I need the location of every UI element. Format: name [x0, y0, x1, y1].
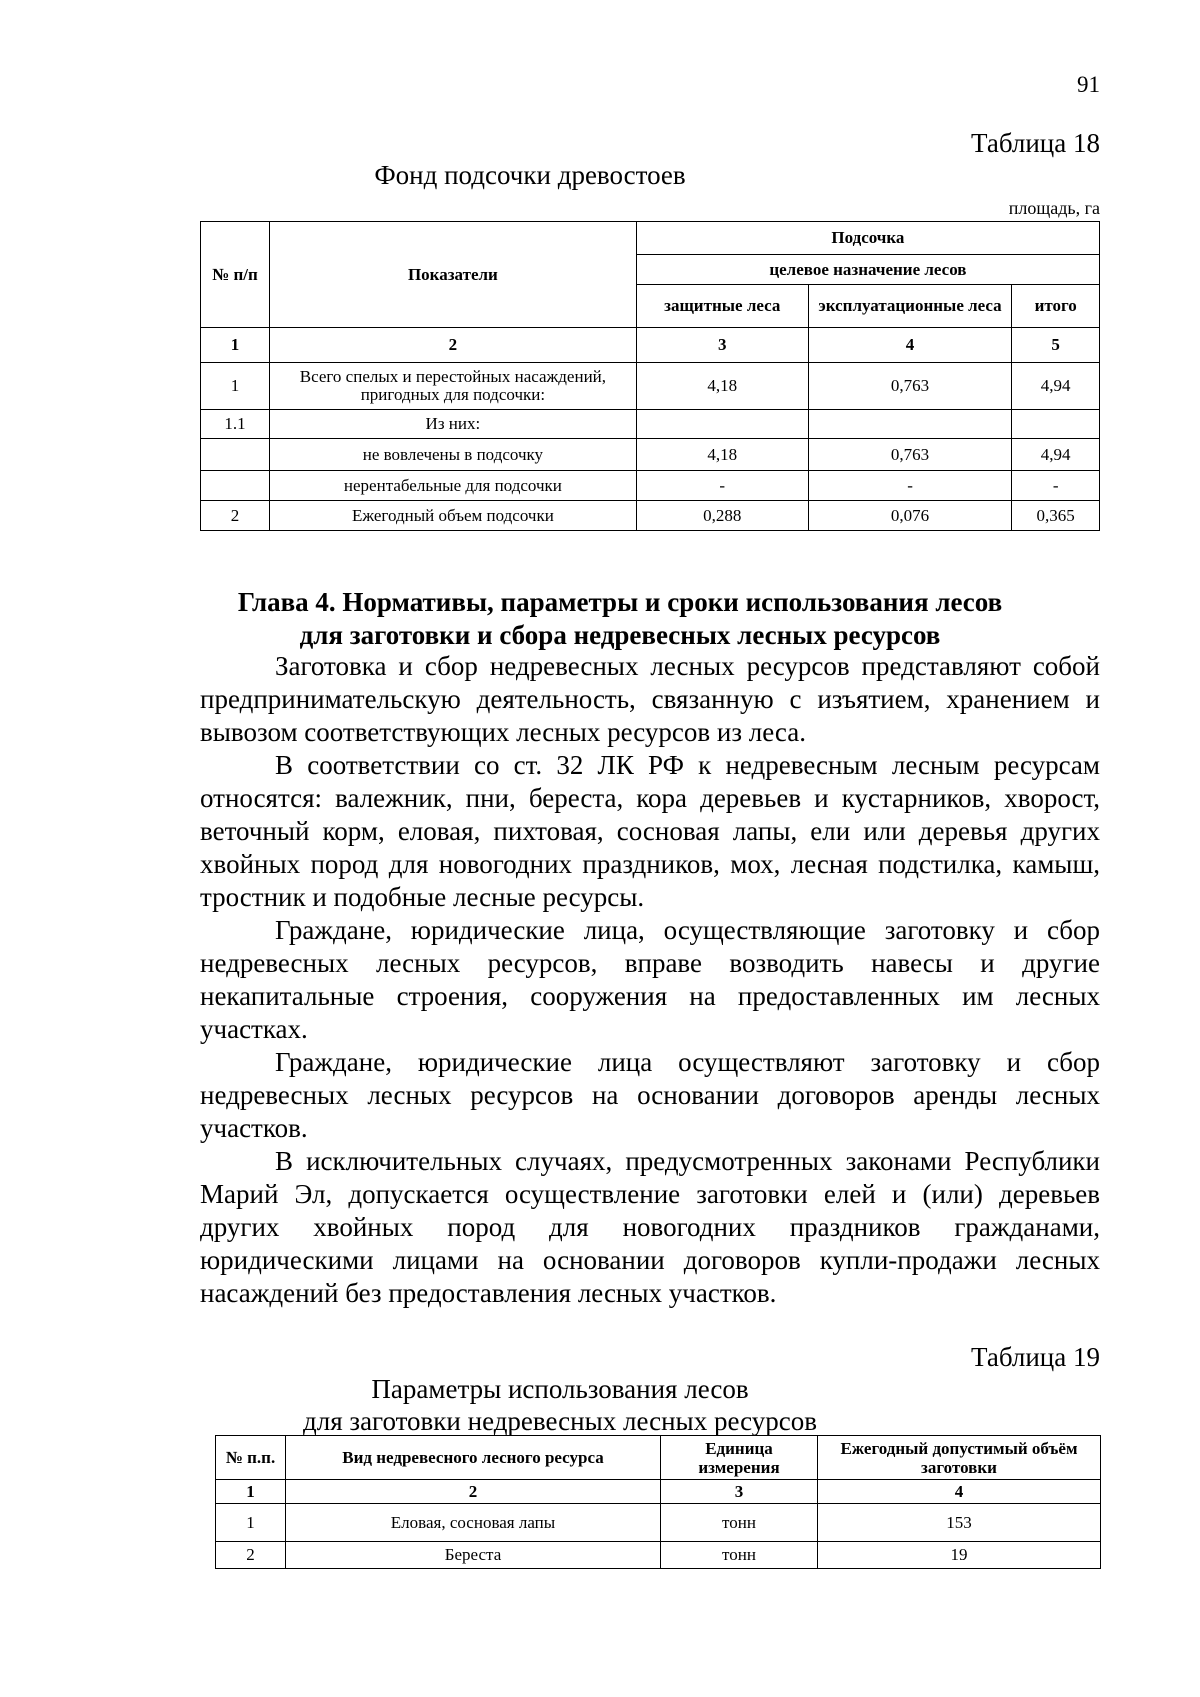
row-name: Ежегодный объем подсочки	[269, 501, 636, 531]
paragraph: В соответствии со ст. 32 ЛК РФ к недревесным лесным ресурсам относятся: валежник, пни, береста, кора деревьев и кустарников, хворост, веточный корм, еловая, пихтовая, сосновая лапы, ели или деревья других хвойных пород для новогодних праздников, мох, лесная подстилка, камыш, тростник и подобные лесные ресурсы.	[200, 750, 1100, 912]
col-number: 3	[661, 1480, 818, 1504]
table-row	[201, 410, 1100, 439]
page-number: 91	[1077, 72, 1100, 97]
row-num	[201, 439, 270, 471]
row-name: нерентабельные для подсочки	[269, 471, 636, 501]
table-19-title-line: для заготовки недревесных лесных ресурсов	[303, 1406, 817, 1436]
header-subgroup: целевое назначение лесов	[636, 255, 1099, 285]
row-exploitation: 0,763	[808, 439, 1012, 471]
row-num	[201, 471, 270, 501]
col-number: 2	[269, 328, 636, 363]
header-resource: Вид недревесного лесного ресурса	[286, 1436, 661, 1480]
header-volume: Ежегодный допустимый объём заготовки	[818, 1436, 1101, 1480]
row-total: 4,94	[1012, 363, 1100, 410]
row-total: 0,365	[1012, 501, 1100, 531]
header-unit: Единица измерения	[661, 1436, 818, 1480]
header-indicators: Показатели	[269, 222, 636, 328]
row-num: 1.1	[201, 410, 270, 439]
table-row	[201, 363, 1100, 410]
row-name: Всего спелых и перестойных насаждений, пригодных для подсочки:	[269, 363, 636, 410]
col-number: 2	[286, 1480, 661, 1504]
column-number-row	[201, 328, 1100, 363]
paragraph: Граждане, юридические лица, осуществляющие заготовку и сбор недревесных лесных ресурсов, вправе возводить навесы и другие некапитальные строения, сооружения на предоставленных им лесных участках.	[200, 915, 1100, 1044]
col-number: 5	[1012, 328, 1100, 363]
header-protective: защитные леса	[636, 285, 808, 328]
row-num: 2	[216, 1542, 286, 1569]
paragraph: Граждане, юридические лица осуществляют заготовку и сбор недревесных лесных ресурсов на основании договоров аренды лесных участков.	[200, 1047, 1100, 1143]
row-total	[1012, 410, 1100, 439]
row-unit: тонн	[661, 1542, 818, 1569]
header-num: № п/п	[201, 222, 270, 328]
row-exploitation	[808, 410, 1012, 439]
row-name: Из них:	[269, 410, 636, 439]
table-row	[201, 471, 1100, 501]
row-exploitation: 0,076	[808, 501, 1012, 531]
paragraph: Заготовка и сбор недревесных лесных ресурсов представляют собой предпринимательскую деятельность, связанную с изъятием, хранением и вывозом соответствующих лесных ресурсов из леса.	[200, 651, 1100, 747]
col-number: 4	[818, 1480, 1101, 1504]
row-protective: 4,18	[636, 439, 808, 471]
table-19-title	[200, 1373, 1100, 1437]
row-exploitation: 0,763	[808, 363, 1012, 410]
header-exploitation: эксплуатационные леса	[808, 285, 1012, 328]
row-num: 1	[201, 363, 270, 410]
row-exploitation: -	[808, 471, 1012, 501]
row-num: 2	[201, 501, 270, 531]
chapter-title	[200, 586, 1100, 652]
table-row	[216, 1504, 1101, 1542]
header-total: итого	[1012, 285, 1100, 328]
row-protective: 0,288	[636, 501, 808, 531]
table-18-label: Таблица 18	[971, 128, 1100, 158]
chapter-title-line: Глава 4. Нормативы, параметры и сроки использования лесов	[237, 587, 1003, 617]
header-group: Подсочка	[636, 222, 1099, 255]
table-19	[215, 1435, 1101, 1569]
table-18-title: Фонд подсочки древостоев	[374, 160, 686, 190]
row-num: 1	[216, 1504, 286, 1542]
table-row	[201, 439, 1100, 471]
paragraph: В исключительных случаях, предусмотренных законами Республики Марий Эл, допускается осуществление заготовки елей и (или) деревьев других хвойных пород для новогодних праздников гражданами, юридическими лицами на основании договоров купли-продажи лесных насаждений без предоставления лесных участков.	[200, 1146, 1100, 1308]
col-number: 3	[636, 328, 808, 363]
row-protective: 4,18	[636, 363, 808, 410]
row-protective	[636, 410, 808, 439]
row-resource: Береста	[286, 1542, 661, 1569]
col-number: 4	[808, 328, 1012, 363]
row-total: -	[1012, 471, 1100, 501]
row-name: не вовлечены в подсочку	[269, 439, 636, 471]
chapter-title-line: для заготовки и сбора недревесных лесных ресурсов	[299, 620, 941, 650]
table-18	[200, 221, 1100, 531]
row-total: 4,94	[1012, 439, 1100, 471]
row-volume: 153	[818, 1504, 1101, 1542]
col-number: 1	[201, 328, 270, 363]
table-row	[216, 1542, 1101, 1569]
table-19-label: Таблица 19	[971, 1342, 1100, 1372]
table-row	[201, 501, 1100, 531]
row-resource: Еловая, сосновая лапы	[286, 1504, 661, 1542]
table-18-unit: площадь, га	[1008, 198, 1100, 218]
header-num: № п.п.	[216, 1436, 286, 1480]
table-19-title-line: Параметры использования лесов	[371, 1374, 749, 1404]
row-unit: тонн	[661, 1504, 818, 1542]
row-protective: -	[636, 471, 808, 501]
body-text	[200, 650, 1100, 1310]
col-number: 1	[216, 1480, 286, 1504]
row-volume: 19	[818, 1542, 1101, 1569]
column-number-row	[216, 1480, 1101, 1504]
